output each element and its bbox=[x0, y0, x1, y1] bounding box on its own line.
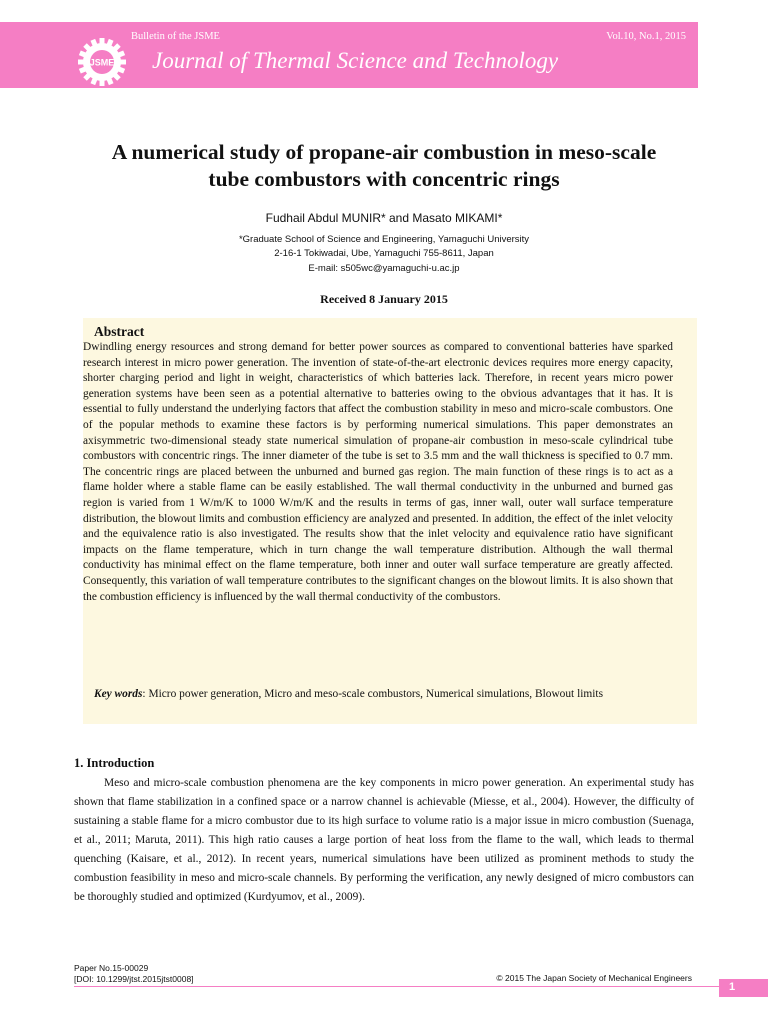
introduction-body: Meso and micro-scale combustion phenomena are the key components in micro power generation. An experimental study has shown that flame stabilization in a confined space or a narrow channel is achievable (Miesse, et al., 2004). However, the difficulty of sustaining a stable flame for a micro combustor due to its high surface to volume ratio is a major issue in micro combustion (Suenaga, et al., 2011; Maruta, 2011). This high ratio causes a large portion of heat loss from the flame to the wall, which leads to thermal quenching (Kaisare, et al., 2012). In recent years, numerical simulations have been utilized as prominent methods to study the combustion feasibility in meso and micro-scale channels. By performing the verification, any newly designed of micro combustors can be thoroughly studied and optimized (Kurdyumov, et al., 2009). bbox=[74, 777, 694, 903]
footer-paper-info bbox=[74, 963, 194, 984]
keywords: Key words: Micro power generation, Micro and meso-scale combustors, Numerical simulations, Blowout limits bbox=[94, 688, 604, 700]
email-line: E-mail: s505wc@yamaguchi-u.ac.jp bbox=[308, 263, 460, 274]
paper-title-line: A numerical study of propane-air combustion in meso-scale bbox=[111, 140, 657, 164]
page-number: 1 bbox=[729, 981, 736, 993]
abstract-text: Dwindling energy resources and strong demand for better power sources as compared to conventional batteries have sparked research interest in micro power generation. The invention of state-of-the-art electronic devices requires more energy capacity, shorter charging period and light in weight, characteristics of which batteries lack. Therefore, in recent years micro power generation systems have been seen as a potential alternative to batteries owing to the obvious advantages that it has. It is essential to fully understand the underlying factors that affect the combustion stability in meso and micro-scale combustors. One of the popular methods to examine these factors is by performing numerical simulations. This paper demonstrates an axisymmetric two-dimensional steady state numerical simulation of propane-air combustion in meso-scale cylindrical tube combustors with concentric rings. The inner diameter of the tube is set to 3.5 mm and the wall thickness is specified to 0.7 mm. The concentric rings are placed between the unburned and burned gas region. The main function of these rings is to act as a flame holder where a stable flame can be easily established. The wall thermal conductivity in the unburned and burned gas region is varied from 1 W/m/K to 1000 W/m/K and the results in terms of gas, inner wall, outer wall surface temperature distribution, the blowout limits and combustion efficiency are analyzed and presented. In addition, the effect of the inlet velocity and the equivalence ratio is also investigated. The results show that the inlet velocity and equivalence ratio have significant impacts on the flame temperature, which in turn change the wall temperature distribution. Although the wall thermal conductivity has minimal effect on the flame temperature, both inner and outer wall surface temperature are greatly affected. Consequently, this variation of wall temperature contributes to the significant changes on the blowout limits. It is also shown that the combustion efficiency is influenced by the wall thermal conductivity of the combustors. bbox=[83, 341, 673, 603]
keywords-list: Micro power generation, Micro and meso-scale combustors, Numerical simulations, Blowout limits bbox=[148, 688, 604, 700]
received-date: Received 8 January 2015 bbox=[320, 292, 448, 306]
journal-title: Journal of Thermal Science and Technology bbox=[152, 48, 559, 73]
paper-title bbox=[60, 139, 708, 193]
volume-label: Vol.10, No.1, 2015 bbox=[606, 31, 686, 42]
bulletin-label: Bulletin of the JSME bbox=[131, 31, 220, 42]
section-heading-introduction: 1. Introduction bbox=[74, 756, 155, 770]
paper-number: Paper No.15-00029 bbox=[74, 963, 149, 973]
address-line: 2-16-1 Tokiwadai, Ube, Yamaguchi 755-8611, Japan bbox=[274, 248, 494, 259]
abstract-heading: Abstract bbox=[94, 324, 145, 339]
affiliation-line: *Graduate School of Science and Engineering, Yamaguchi University bbox=[238, 234, 530, 245]
footer-divider bbox=[74, 986, 734, 987]
doi-link[interactable]: [DOI: 10.1299/jtst.2015jtst0008] bbox=[74, 973, 194, 984]
copyright: © 2015 The Japan Society of Mechanical Engineers bbox=[496, 973, 692, 983]
page-number-box bbox=[719, 979, 768, 997]
jsme-logo bbox=[76, 36, 128, 88]
introduction-text bbox=[74, 774, 694, 907]
keywords-label: Key words bbox=[94, 688, 143, 700]
authors: Fudhail Abdul MUNIR* and Masato MIKAMI* bbox=[265, 211, 503, 225]
paper-title-line: tube combustors with concentric rings bbox=[208, 167, 560, 191]
logo-text: JSME bbox=[89, 57, 115, 68]
